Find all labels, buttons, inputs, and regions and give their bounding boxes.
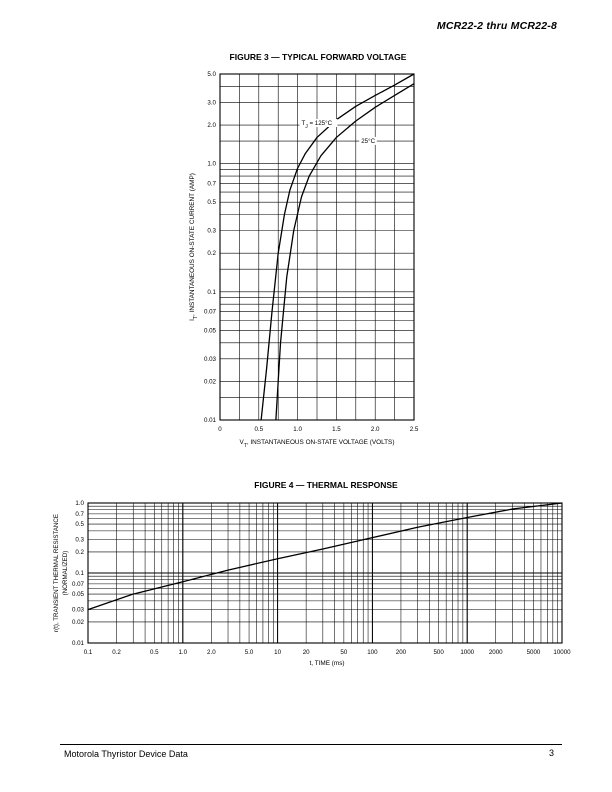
x-tick-label: 1.0 bbox=[293, 426, 302, 433]
y-tick-label: 0.03 bbox=[203, 355, 216, 363]
x-tick-label: 2.0 bbox=[370, 426, 380, 433]
x-tick-label: 200 bbox=[395, 649, 407, 656]
x-tick-label: 100 bbox=[367, 649, 378, 656]
y-axis-label: $I_T$, INSTANTANEOUS ON-STATE CURRENT (AMP) bbox=[189, 173, 199, 321]
y-tick-label: 0.01 bbox=[203, 417, 216, 424]
x-axis-label: $V_T$, INSTANTANEOUS ON-STATE VOLTAGE (VOLTS) bbox=[239, 439, 395, 449]
y-tick-label: 0.05 bbox=[71, 591, 84, 599]
y-tick-label: 0.1 bbox=[207, 288, 216, 296]
x-tick-label: 2.5 bbox=[409, 426, 419, 433]
curve-annotation-2: 25°C bbox=[361, 137, 376, 145]
y-tick-label: 0.3 bbox=[75, 536, 84, 544]
x-tick-label: 1.5 bbox=[332, 426, 341, 433]
x-tick-label: 500 bbox=[433, 649, 444, 656]
y-tick-label: 0.05 bbox=[203, 327, 216, 335]
footer-divider bbox=[60, 744, 562, 745]
x-tick-label: 0.5 bbox=[149, 649, 159, 656]
y-tick-label: 0.02 bbox=[203, 378, 216, 386]
x-tick-label: 0 bbox=[218, 426, 222, 433]
x-tick-label: 5000 bbox=[526, 649, 541, 656]
x-tick-label: 20 bbox=[302, 649, 310, 656]
y-tick-label: 5.0 bbox=[207, 71, 216, 78]
y-axis-label: r(t), TRANSIENT THERMAL RESISTANCE bbox=[53, 514, 60, 632]
x-axis-label: t, TIME (ms) bbox=[309, 660, 345, 667]
y-tick-label: 0.7 bbox=[75, 510, 84, 518]
y-tick-label: 0.2 bbox=[207, 250, 216, 258]
y-tick-label: 0.7 bbox=[207, 180, 216, 188]
figure-4-title: FIGURE 4 — THERMAL RESPONSE bbox=[254, 480, 398, 490]
x-tick-label: 50 bbox=[340, 649, 348, 656]
x-tick-label: 1000 bbox=[460, 649, 475, 656]
x-tick-label: 0.5 bbox=[254, 426, 264, 433]
x-tick-label: 1.0 bbox=[178, 649, 188, 656]
y-tick-label: 2.0 bbox=[207, 122, 216, 130]
y-tick-label: 0.5 bbox=[207, 199, 216, 207]
curve-annotation-1: $T_J = 125^\circ C$ bbox=[301, 120, 333, 131]
y-tick-label: 0.03 bbox=[71, 606, 84, 614]
document-header-title: MCR22-2 thru MCR22-8 bbox=[436, 20, 557, 32]
thermal-response-curve bbox=[88, 503, 562, 610]
figure-3-title: FIGURE 3 — TYPICAL FORWARD VOLTAGE bbox=[229, 52, 407, 62]
y-tick-label: 0.02 bbox=[71, 618, 84, 626]
y-tick-label: 3.0 bbox=[207, 99, 216, 107]
y-tick-label: 0.5 bbox=[75, 521, 84, 529]
y-tick-label: 1.0 bbox=[207, 160, 216, 168]
x-tick-label: 10 bbox=[274, 649, 282, 656]
x-tick-label: 5.0 bbox=[244, 649, 254, 656]
y-axis-label-secondary: (NORMALIZED) bbox=[62, 550, 69, 596]
footer-source: Motorola Thyristor Device Data bbox=[64, 749, 188, 759]
y-tick-label: 0.2 bbox=[75, 548, 84, 556]
x-tick-label: 10000 bbox=[553, 649, 571, 656]
y-tick-label: 0.07 bbox=[71, 580, 84, 588]
x-tick-label: 2000 bbox=[488, 649, 503, 656]
page-number: 3 bbox=[548, 748, 554, 758]
x-tick-label: 2.0 bbox=[207, 649, 216, 656]
y-tick-label: 0.07 bbox=[203, 308, 216, 316]
y-tick-label: 1.0 bbox=[75, 500, 84, 507]
y-tick-label: 0.3 bbox=[207, 227, 216, 235]
y-tick-label: 0.1 bbox=[75, 570, 84, 577]
x-tick-label: 0.1 bbox=[83, 649, 93, 656]
y-tick-label: 0.01 bbox=[71, 640, 84, 647]
x-tick-label: 0.2 bbox=[112, 649, 121, 656]
